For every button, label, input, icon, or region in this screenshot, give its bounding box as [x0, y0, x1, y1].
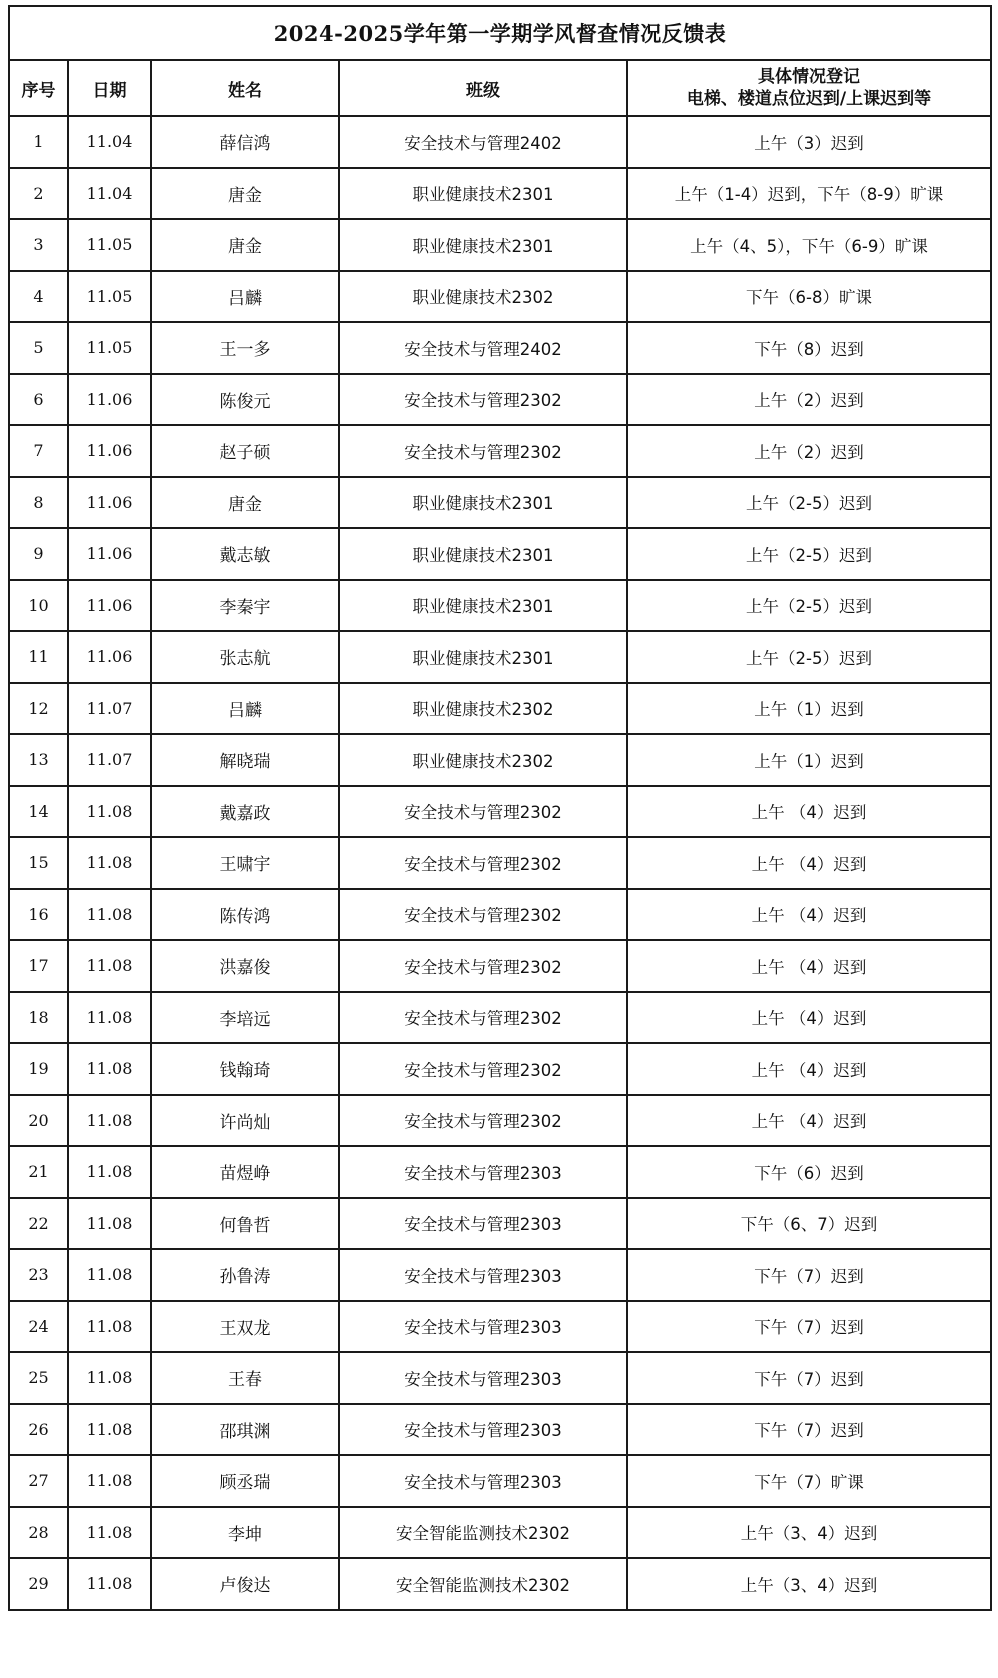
table-row [9, 1558, 991, 1610]
cell-name: 王一多 [151, 322, 339, 374]
cell-seq: 15 [9, 837, 68, 889]
cell-class: 职业健康技术2301 [339, 219, 627, 271]
table-body [9, 116, 991, 1610]
cell-name: 赵子硕 [151, 425, 339, 477]
table-row [9, 580, 991, 632]
table-row [9, 940, 991, 992]
table-row [9, 992, 991, 1044]
cell-seq: 23 [9, 1249, 68, 1301]
cell-date: 11.07 [68, 734, 151, 786]
cell-seq: 21 [9, 1146, 68, 1198]
cell-detail: 上午（3、4）迟到 [627, 1558, 991, 1610]
cell-class: 职业健康技术2301 [339, 580, 627, 632]
cell-class: 安全技术与管理2302 [339, 374, 627, 426]
table-row [9, 168, 991, 220]
cell-date: 11.08 [68, 992, 151, 1044]
cell-detail: 下午（6、7）迟到 [627, 1198, 991, 1250]
cell-date: 11.08 [68, 1198, 151, 1250]
cell-class: 职业健康技术2302 [339, 683, 627, 735]
table-row [9, 1146, 991, 1198]
table-title: 2024-2025学年第一学期学风督查情况反馈表 [9, 6, 991, 60]
cell-class: 职业健康技术2301 [339, 631, 627, 683]
cell-name: 苗煜峥 [151, 1146, 339, 1198]
cell-class: 安全技术与管理2402 [339, 116, 627, 168]
cell-seq: 19 [9, 1043, 68, 1095]
cell-seq: 16 [9, 889, 68, 941]
cell-seq: 22 [9, 1198, 68, 1250]
cell-seq: 12 [9, 683, 68, 735]
cell-detail: 上午（3）迟到 [627, 116, 991, 168]
header-detail [627, 60, 991, 116]
cell-detail: 上午 （4）迟到 [627, 940, 991, 992]
cell-date: 11.08 [68, 837, 151, 889]
feedback-table [8, 5, 992, 1611]
cell-detail: 上午（1-4）迟到，下午（8-9）旷课 [627, 168, 991, 220]
cell-detail: 上午（2-5）迟到 [627, 631, 991, 683]
header-date: 日期 [68, 60, 151, 116]
cell-seq: 25 [9, 1352, 68, 1404]
table-row [9, 1455, 991, 1507]
cell-seq: 26 [9, 1404, 68, 1456]
cell-name: 邵琪渊 [151, 1404, 339, 1456]
cell-date: 11.08 [68, 1455, 151, 1507]
cell-class: 安全技术与管理2303 [339, 1249, 627, 1301]
cell-name: 王啸宇 [151, 837, 339, 889]
cell-date: 11.06 [68, 477, 151, 529]
cell-date: 11.08 [68, 1404, 151, 1456]
cell-seq: 6 [9, 374, 68, 426]
cell-class: 职业健康技术2301 [339, 477, 627, 529]
cell-class: 安全技术与管理2303 [339, 1455, 627, 1507]
cell-detail: 上午 （4）迟到 [627, 992, 991, 1044]
cell-name: 李坤 [151, 1507, 339, 1559]
cell-detail: 上午（2）迟到 [627, 425, 991, 477]
cell-detail: 上午（2-5）迟到 [627, 477, 991, 529]
cell-detail: 下午（8）迟到 [627, 322, 991, 374]
cell-seq: 3 [9, 219, 68, 271]
cell-detail: 上午 （4）迟到 [627, 1095, 991, 1147]
cell-detail: 下午（7）迟到 [627, 1404, 991, 1456]
table-row [9, 1507, 991, 1559]
cell-seq: 10 [9, 580, 68, 632]
header-seq: 序号 [9, 60, 68, 116]
cell-date: 11.08 [68, 1301, 151, 1353]
cell-name: 李培远 [151, 992, 339, 1044]
cell-detail: 上午（2-5）迟到 [627, 580, 991, 632]
table-row [9, 786, 991, 838]
cell-name: 陈传鸿 [151, 889, 339, 941]
cell-class: 职业健康技术2301 [339, 168, 627, 220]
cell-seq: 13 [9, 734, 68, 786]
cell-seq: 5 [9, 322, 68, 374]
cell-detail: 上午（1）迟到 [627, 683, 991, 735]
table-row [9, 116, 991, 168]
header-class: 班级 [339, 60, 627, 116]
cell-detail: 下午（6）迟到 [627, 1146, 991, 1198]
cell-class: 安全技术与管理2302 [339, 837, 627, 889]
cell-date: 11.08 [68, 1146, 151, 1198]
cell-seq: 14 [9, 786, 68, 838]
cell-name: 吕麟 [151, 683, 339, 735]
cell-date: 11.05 [68, 322, 151, 374]
cell-seq: 7 [9, 425, 68, 477]
cell-detail: 上午 （4）迟到 [627, 837, 991, 889]
cell-class: 安全技术与管理2302 [339, 425, 627, 477]
cell-date: 11.06 [68, 425, 151, 477]
cell-class: 安全智能监测技术2302 [339, 1507, 627, 1559]
table-row [9, 1198, 991, 1250]
table-row [9, 271, 991, 323]
cell-class: 职业健康技术2301 [339, 528, 627, 580]
table-row [9, 477, 991, 529]
cell-detail: 上午（3、4）迟到 [627, 1507, 991, 1559]
cell-seq: 18 [9, 992, 68, 1044]
cell-date: 11.08 [68, 889, 151, 941]
cell-class: 安全技术与管理2302 [339, 1043, 627, 1095]
cell-name: 戴嘉政 [151, 786, 339, 838]
cell-detail: 上午（1）迟到 [627, 734, 991, 786]
cell-name: 唐金 [151, 219, 339, 271]
cell-name: 王春 [151, 1352, 339, 1404]
feedback-sheet [8, 5, 990, 1611]
cell-name: 钱翰琦 [151, 1043, 339, 1095]
cell-name: 唐金 [151, 168, 339, 220]
cell-class: 安全技术与管理2303 [339, 1352, 627, 1404]
cell-date: 11.06 [68, 580, 151, 632]
cell-name: 戴志敏 [151, 528, 339, 580]
cell-class: 安全智能监测技术2302 [339, 1558, 627, 1610]
cell-name: 张志航 [151, 631, 339, 683]
cell-date: 11.06 [68, 631, 151, 683]
cell-detail: 下午（7）迟到 [627, 1249, 991, 1301]
cell-class: 安全技术与管理2303 [339, 1404, 627, 1456]
cell-name: 洪嘉俊 [151, 940, 339, 992]
cell-seq: 24 [9, 1301, 68, 1353]
cell-class: 职业健康技术2302 [339, 734, 627, 786]
table-row [9, 837, 991, 889]
cell-date: 11.06 [68, 528, 151, 580]
cell-date: 11.04 [68, 168, 151, 220]
cell-date: 11.08 [68, 1249, 151, 1301]
table-row [9, 1301, 991, 1353]
cell-date: 11.06 [68, 374, 151, 426]
table-row [9, 425, 991, 477]
cell-name: 解晓瑞 [151, 734, 339, 786]
cell-date: 11.08 [68, 1095, 151, 1147]
cell-name: 何鲁哲 [151, 1198, 339, 1250]
table-row [9, 528, 991, 580]
header-name: 姓名 [151, 60, 339, 116]
cell-detail: 上午 （4）迟到 [627, 889, 991, 941]
cell-seq: 20 [9, 1095, 68, 1147]
table-row [9, 683, 991, 735]
cell-date: 11.08 [68, 1558, 151, 1610]
table-row [9, 374, 991, 426]
table-row [9, 1095, 991, 1147]
cell-class: 安全技术与管理2303 [339, 1198, 627, 1250]
cell-class: 安全技术与管理2303 [339, 1146, 627, 1198]
cell-date: 11.08 [68, 1043, 151, 1095]
cell-class: 安全技术与管理2302 [339, 889, 627, 941]
cell-date: 11.04 [68, 116, 151, 168]
cell-class: 安全技术与管理2303 [339, 1301, 627, 1353]
table-row [9, 219, 991, 271]
table-row [9, 1249, 991, 1301]
table-row [9, 1404, 991, 1456]
cell-class: 安全技术与管理2302 [339, 1095, 627, 1147]
cell-detail: 下午（7）迟到 [627, 1352, 991, 1404]
cell-detail: 下午（6-8）旷课 [627, 271, 991, 323]
cell-name: 孙鲁涛 [151, 1249, 339, 1301]
cell-date: 11.05 [68, 271, 151, 323]
table-row [9, 734, 991, 786]
cell-class: 安全技术与管理2302 [339, 786, 627, 838]
cell-name: 陈俊元 [151, 374, 339, 426]
cell-detail: 上午 （4）迟到 [627, 1043, 991, 1095]
table-row [9, 889, 991, 941]
cell-name: 薛信鸿 [151, 116, 339, 168]
cell-class: 安全技术与管理2402 [339, 322, 627, 374]
header-detail-line2: 电梯、楼道点位迟到/上课迟到等 [686, 89, 932, 109]
cell-name: 卢俊达 [151, 1558, 339, 1610]
cell-seq: 27 [9, 1455, 68, 1507]
table-row [9, 1352, 991, 1404]
cell-class: 职业健康技术2302 [339, 271, 627, 323]
cell-name: 许尚灿 [151, 1095, 339, 1147]
cell-seq: 9 [9, 528, 68, 580]
table-row [9, 322, 991, 374]
table-row [9, 631, 991, 683]
cell-date: 11.08 [68, 1507, 151, 1559]
cell-seq: 11 [9, 631, 68, 683]
cell-seq: 4 [9, 271, 68, 323]
cell-seq: 17 [9, 940, 68, 992]
cell-date: 11.07 [68, 683, 151, 735]
cell-seq: 8 [9, 477, 68, 529]
cell-name: 唐金 [151, 477, 339, 529]
header-detail-line1: 具体情况登记 [758, 67, 860, 87]
cell-date: 11.05 [68, 219, 151, 271]
table-row [9, 1043, 991, 1095]
cell-name: 李秦宇 [151, 580, 339, 632]
cell-detail: 上午 （4）迟到 [627, 786, 991, 838]
cell-name: 吕麟 [151, 271, 339, 323]
cell-detail: 下午（7）旷课 [627, 1455, 991, 1507]
title-row [9, 6, 991, 60]
cell-seq: 1 [9, 116, 68, 168]
cell-seq: 28 [9, 1507, 68, 1559]
cell-name: 王双龙 [151, 1301, 339, 1353]
cell-detail: 下午（7）迟到 [627, 1301, 991, 1353]
cell-seq: 29 [9, 1558, 68, 1610]
cell-date: 11.08 [68, 940, 151, 992]
cell-date: 11.08 [68, 786, 151, 838]
cell-name: 顾丞瑞 [151, 1455, 339, 1507]
cell-seq: 2 [9, 168, 68, 220]
header-row [9, 60, 991, 116]
cell-detail: 上午（4、5），下午（6-9）旷课 [627, 219, 991, 271]
cell-detail: 上午（2）迟到 [627, 374, 991, 426]
cell-class: 安全技术与管理2302 [339, 940, 627, 992]
cell-class: 安全技术与管理2302 [339, 992, 627, 1044]
cell-date: 11.08 [68, 1352, 151, 1404]
cell-detail: 上午（2-5）迟到 [627, 528, 991, 580]
